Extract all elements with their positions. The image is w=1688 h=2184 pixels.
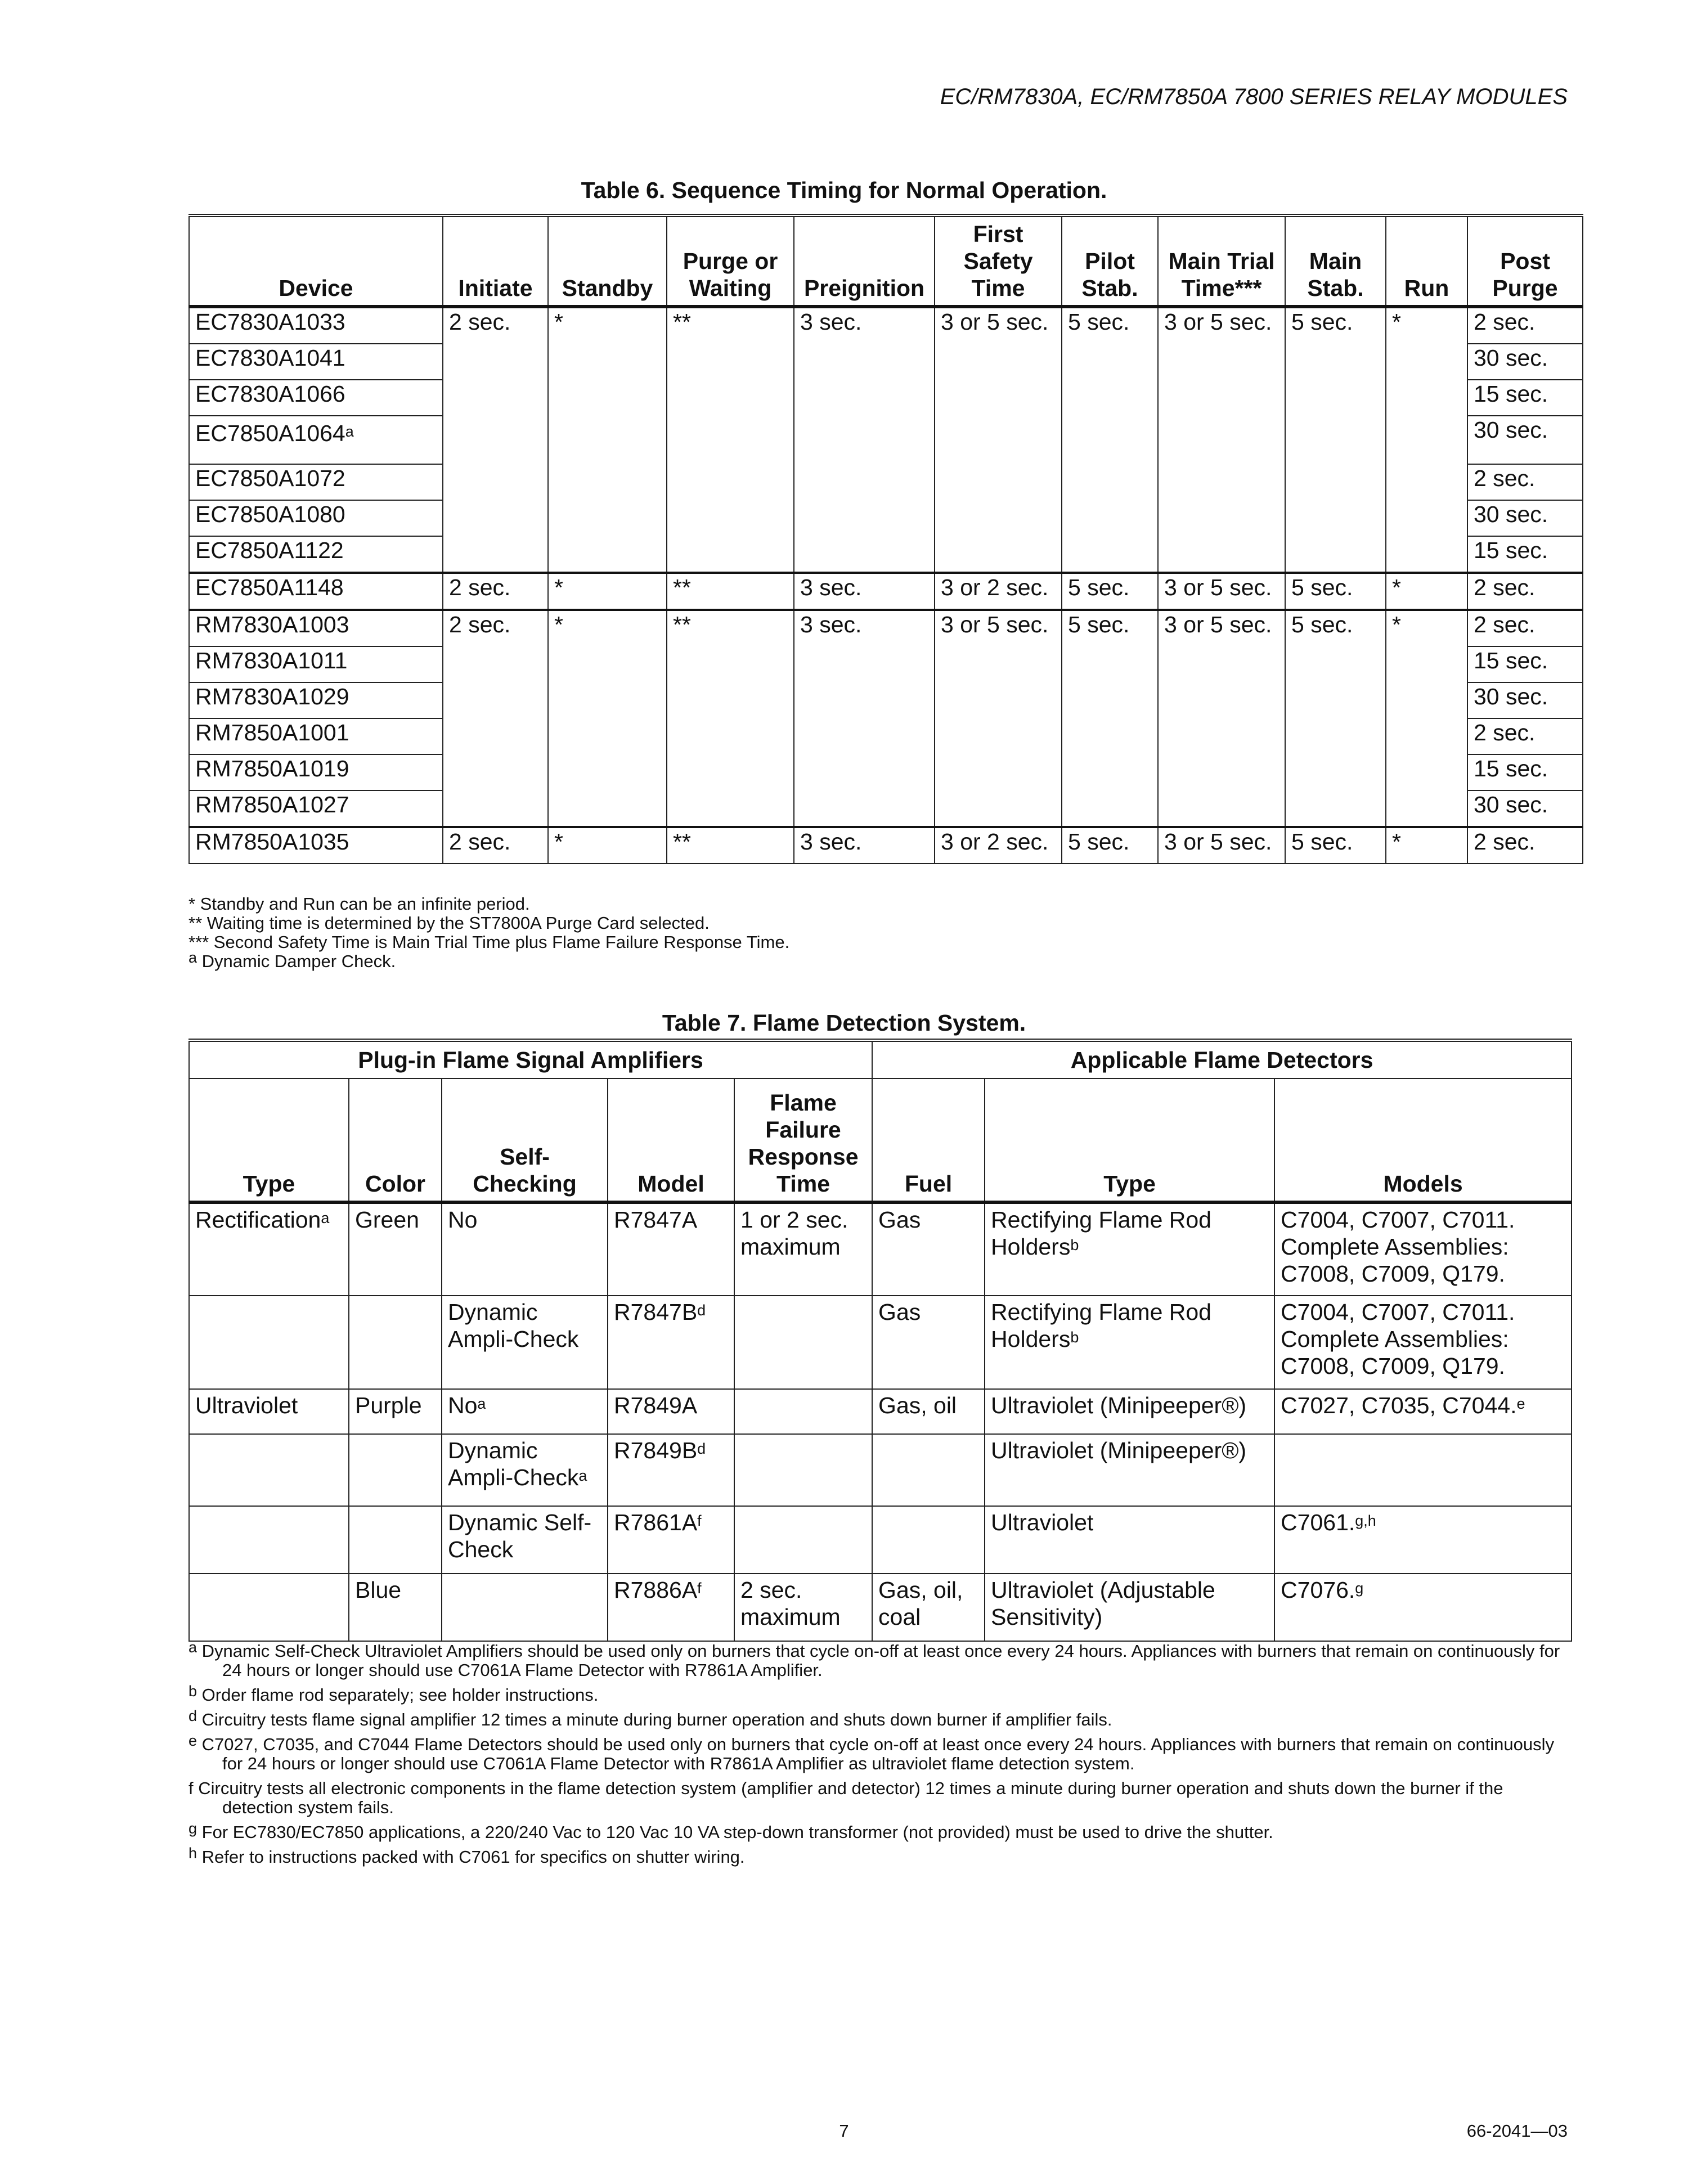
post-purge-cell: 2 sec.	[1467, 718, 1583, 754]
main-stab-cell: 5 sec.	[1285, 307, 1386, 344]
detector-type-cell: Ultraviolet	[985, 1506, 1274, 1574]
device-cell: RM7830A1029	[189, 682, 443, 718]
standby-cell: *	[548, 307, 667, 344]
footnote-mark: a	[345, 423, 354, 440]
table-row	[189, 1202, 1572, 1296]
first-safety-cell: 3 or 5 sec.	[935, 307, 1062, 344]
footnote: $^g$ For EC7830/EC7850 applications, a 220/240 Vac to 120 Vac 10 VA step-down transformer (not provided) must be used to drive the shutter.	[188, 1820, 1273, 1842]
model-cell: R7847A	[608, 1202, 734, 1296]
header-run: Run	[1386, 215, 1467, 307]
footnote: $^h$ Refer to instructions packed with C7061 for specifics on shutter wiring.	[188, 1845, 745, 1867]
table7	[188, 1039, 1572, 1642]
table6	[188, 214, 1583, 864]
group-header-amplifiers: Plug-in Flame Signal Amplifiers	[189, 1040, 872, 1078]
color-cell	[349, 1296, 442, 1389]
post-purge-cell: 30 sec.	[1467, 416, 1583, 464]
post-purge-cell: 2 sec.	[1467, 610, 1583, 646]
models-cell: C7076.$^g$	[1274, 1574, 1572, 1641]
type-cell: Rectification$^a$	[189, 1202, 349, 1296]
header-color: Color	[349, 1078, 442, 1202]
footnote: $^d$ Circuitry tests flame signal amplifier 12 times a minute during burner operation and shuts down burner if amplifier fails.	[188, 1707, 1112, 1729]
detector-type-cell: Ultraviolet (Minipeeper®)	[985, 1434, 1274, 1506]
footnote: f Circuitry tests all electronic components in the flame detection system (amplifier and detector) 12 times a minute during burner operation and shuts down the burner if the detection system fails.	[188, 1778, 1503, 1817]
run-cell: *	[1386, 307, 1467, 344]
header-self-checking: Self-Checking	[442, 1078, 608, 1202]
table7-caption: Table 7. Flame Detection System.	[662, 1010, 1026, 1036]
table-row	[189, 1506, 1572, 1574]
table-row	[189, 1434, 1572, 1506]
type-cell	[189, 1574, 349, 1641]
header-first-safety-time: First Safety Time	[935, 215, 1062, 307]
fuel-cell	[872, 1434, 985, 1506]
footnote: ** Waiting time is determined by the ST7800A Purge Card selected.	[188, 913, 710, 933]
device-cell: EC7850A1148	[189, 573, 443, 610]
models-cell: C7061.$^{g,h}$	[1274, 1506, 1572, 1574]
color-cell	[349, 1434, 442, 1506]
fuel-cell: Gas, oil, coal	[872, 1574, 985, 1641]
models-cell: C7004, C7007, C7011. Complete Assemblies: C7008, C7009, Q179.	[1274, 1296, 1572, 1389]
initiate-cell: 2 sec.	[443, 610, 548, 646]
device-cell: RM7850A1027	[189, 790, 443, 827]
header-type: Type	[189, 1078, 349, 1202]
table-row	[189, 682, 1583, 718]
device-cell: EC7830A1066	[189, 380, 443, 416]
group-header-detectors: Applicable Flame Detectors	[872, 1040, 1572, 1078]
table-row	[189, 718, 1583, 754]
self-check-cell: Dynamic Ampli-Check	[442, 1296, 608, 1389]
detector-type-cell: Ultraviolet (Minipeeper®)	[985, 1389, 1274, 1434]
purge-cell: **	[667, 307, 794, 344]
footnote: *** Second Safety Time is Main Trial Time plus Flame Failure Response Time.	[188, 932, 790, 952]
ffrt-cell: 2 sec. maximum	[734, 1574, 872, 1641]
self-check-cell: Dynamic Self-Check	[442, 1506, 608, 1574]
main-stab-cell: 5 sec.	[1285, 573, 1386, 610]
color-cell	[349, 1506, 442, 1574]
pilot-stab-cell: 5 sec.	[1062, 610, 1158, 646]
standby-cell: *	[548, 827, 667, 864]
header-device: Device	[189, 215, 443, 307]
device-cell: EC7830A1041	[189, 344, 443, 380]
post-purge-cell: 30 sec.	[1467, 790, 1583, 827]
color-cell: Green	[349, 1202, 442, 1296]
table7-header-row	[189, 1078, 1572, 1202]
device-cell: EC7830A1033	[189, 307, 443, 344]
models-cell	[1274, 1434, 1572, 1506]
table7-group-header-row	[189, 1040, 1572, 1078]
ffrt-cell	[734, 1389, 872, 1434]
table-row	[189, 500, 1583, 536]
table-row	[189, 790, 1583, 827]
post-purge-cell: 15 sec.	[1467, 754, 1583, 790]
header-ffrt: Flame Failure Response Time	[734, 1078, 872, 1202]
post-purge-cell: 15 sec.	[1467, 536, 1583, 573]
header-detector-type: Type	[985, 1078, 1274, 1202]
device-cell: RM7850A1001	[189, 718, 443, 754]
run-cell: *	[1386, 573, 1467, 610]
header-main-trial-time: Main Trial Time***	[1158, 215, 1285, 307]
header-model: Model	[608, 1078, 734, 1202]
device-cell: RM7850A1035	[189, 827, 443, 864]
main-stab-cell: 5 sec.	[1285, 610, 1386, 646]
run-cell: *	[1386, 610, 1467, 646]
fuel-cell: Gas	[872, 1202, 985, 1296]
main-stab-cell: 5 sec.	[1285, 827, 1386, 864]
header-pilot-stab: Pilot Stab.	[1062, 215, 1158, 307]
pilot-stab-cell: 5 sec.	[1062, 573, 1158, 610]
post-purge-cell: 30 sec.	[1467, 500, 1583, 536]
ffrt-cell	[734, 1296, 872, 1389]
standby-cell: *	[548, 610, 667, 646]
post-purge-cell: 30 sec.	[1467, 344, 1583, 380]
detector-type-cell: Rectifying Flame Rod Holders$^b$	[985, 1202, 1274, 1296]
self-check-cell: No$^a$	[442, 1389, 608, 1434]
document-number: 66-2041—03	[1466, 2121, 1568, 2141]
table7-footnotes	[188, 1639, 1573, 1872]
ffrt-cell	[734, 1434, 872, 1506]
table-row	[189, 1389, 1572, 1434]
ffrt-cell	[734, 1506, 872, 1574]
preignition-cell: 3 sec.	[794, 573, 935, 610]
table-row	[189, 754, 1583, 790]
first-safety-cell: 3 or 2 sec.	[935, 827, 1062, 864]
table6-footnotes	[188, 895, 1573, 971]
table-row	[189, 1574, 1572, 1641]
initiate-cell: 2 sec.	[443, 827, 548, 864]
pilot-stab-cell: 5 sec.	[1062, 827, 1158, 864]
post-purge-cell: 2 sec.	[1467, 573, 1583, 610]
header-post-purge: Post Purge	[1467, 215, 1583, 307]
header-preignition: Preignition	[794, 215, 935, 307]
header-fuel: Fuel	[872, 1078, 985, 1202]
type-cell: Ultraviolet	[189, 1389, 349, 1434]
table-row	[189, 536, 1583, 573]
device-cell: EC7850A1072	[189, 464, 443, 500]
standby-cell: *	[548, 573, 667, 610]
self-check-cell: No	[442, 1202, 608, 1296]
main-trial-cell: 3 or 5 sec.	[1158, 827, 1285, 864]
detector-type-cell: Rectifying Flame Rod Holders$^b$	[985, 1296, 1274, 1389]
preignition-cell: 3 sec.	[794, 307, 935, 344]
page-number: 7	[839, 2121, 849, 2141]
device-cell: EC7850A1080	[189, 500, 443, 536]
color-cell: Blue	[349, 1574, 442, 1641]
table-row	[189, 380, 1583, 416]
table-row	[189, 416, 1583, 464]
first-safety-cell: 3 or 2 sec.	[935, 573, 1062, 610]
header-main-stab: Main Stab.	[1285, 215, 1386, 307]
detector-type-cell: Ultraviolet (Adjustable Sensitivity)	[985, 1574, 1274, 1641]
type-cell	[189, 1506, 349, 1574]
initiate-cell: 2 sec.	[443, 573, 548, 610]
header-models: Models	[1274, 1078, 1572, 1202]
header-initiate: Initiate	[443, 215, 548, 307]
table-row	[189, 307, 1583, 344]
fuel-cell: Gas	[872, 1296, 985, 1389]
header-standby: Standby	[548, 215, 667, 307]
device-cell: RM7830A1003	[189, 610, 443, 646]
fuel-cell	[872, 1506, 985, 1574]
model-cell: $R7847B^d$	[608, 1296, 734, 1389]
preignition-cell: 3 sec.	[794, 827, 935, 864]
type-cell	[189, 1296, 349, 1389]
run-cell: *	[1386, 827, 1467, 864]
header-purge-or-waiting: Purge or Waiting	[667, 215, 794, 307]
main-trial-cell: 3 or 5 sec.	[1158, 307, 1285, 344]
table-row	[189, 1296, 1572, 1389]
footnote: * Standby and Run can be an infinite period.	[188, 894, 530, 914]
footnote: $^e$ C7027, C7035, and C7044 Flame Detectors should be used only on burners that cycle on-off at least once every 24 hours. Appliances with burners that remain on continuously for 24 hours or longer should use C7061A Flame Detector with R7861A Amplifier as ultraviolet flame detection system.	[188, 1732, 1554, 1773]
pilot-stab-cell: 5 sec.	[1062, 307, 1158, 344]
device-cell: EC7850A1064$^a$	[189, 416, 443, 464]
ffrt-cell: 1 or 2 sec. maximum	[734, 1202, 872, 1296]
models-cell: C7027, C7035, C7044.$^e$	[1274, 1389, 1572, 1434]
model-cell: $R7849B^d$	[608, 1434, 734, 1506]
model-cell: R7849A	[608, 1389, 734, 1434]
table6-header-row	[189, 215, 1583, 307]
device-cell: RM7830A1011	[189, 646, 443, 682]
models-cell: C7004, C7007, C7011. Complete Assemblies: C7008, C7009, Q179.	[1274, 1202, 1572, 1296]
post-purge-cell: 2 sec.	[1467, 307, 1583, 344]
main-trial-cell: 3 or 5 sec.	[1158, 573, 1285, 610]
preignition-cell: 3 sec.	[794, 610, 935, 646]
table-row	[189, 827, 1583, 864]
type-cell	[189, 1434, 349, 1506]
initiate-cell: 2 sec.	[443, 307, 548, 344]
self-check-cell	[442, 1574, 608, 1641]
device-cell: RM7850A1019	[189, 754, 443, 790]
table-row	[189, 573, 1583, 610]
purge-cell: **	[667, 827, 794, 864]
post-purge-cell: 2 sec.	[1467, 827, 1583, 864]
post-purge-cell: 2 sec.	[1467, 464, 1583, 500]
table-row	[189, 464, 1583, 500]
self-check-cell: Dynamic Ampli-Check$^a$	[442, 1434, 608, 1506]
main-trial-cell: 3 or 5 sec.	[1158, 610, 1285, 646]
footnote: $^a$ Dynamic Damper Check.	[188, 949, 396, 971]
post-purge-cell: 30 sec.	[1467, 682, 1583, 718]
post-purge-cell: 15 sec.	[1467, 380, 1583, 416]
table-row	[189, 610, 1583, 646]
footnote: $^a$ Dynamic Self-Check Ultraviolet Amplifiers should be used only on burners that cycle on-off at least once every 24 hours. Appliances with burners that remain on continuously for 24 hours or longer should use C7061A Flame Detector with R7861A Amplifier.	[188, 1639, 1560, 1680]
running-header: EC/RM7830A, EC/RM7850A 7800 SERIES RELAY MODULES	[940, 84, 1568, 109]
post-purge-cell: 15 sec.	[1467, 646, 1583, 682]
purge-cell: **	[667, 573, 794, 610]
model-cell: $R7861A^f$	[608, 1506, 734, 1574]
footnote: $^b$ Order flame rod separately; see holder instructions.	[188, 1683, 599, 1705]
model-cell: $R7886A^f$	[608, 1574, 734, 1641]
device-cell: EC7850A1122	[189, 536, 443, 573]
first-safety-cell: 3 or 5 sec.	[935, 610, 1062, 646]
table-row	[189, 344, 1583, 380]
purge-cell: **	[667, 610, 794, 646]
fuel-cell: Gas, oil	[872, 1389, 985, 1434]
table6-caption: Table 6. Sequence Timing for Normal Operation.	[581, 177, 1107, 203]
color-cell: Purple	[349, 1389, 442, 1434]
table-row	[189, 646, 1583, 682]
